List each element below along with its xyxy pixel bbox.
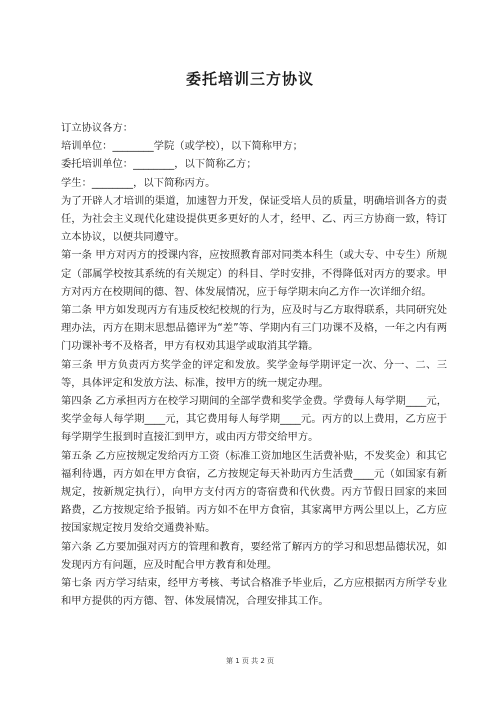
document-body	[61, 119, 447, 610]
document-title: 委托培训三方协议	[185, 70, 314, 88]
preamble-paragraph: 为了开辟人才培训的渠道，加速智力开发，保证受培人员的质量，明确培训各方的责任，为社会主义现代化建设提供更多更好的人才，经甲、乙、丙三方协商一致，特订立本协议，以便共同遵守。	[61, 194, 447, 244]
article-3: 第三条 甲方负责丙方奖学金的评定和发放。奖学金每学期评定一次、分一、二、三等，具体评定和发放方法、标准，按甲方的统一规定办理。	[61, 358, 447, 389]
article-2: 第二条 甲方如发现丙方有违反校纪校规的行为，应及时与乙方取得联系，共同研究处理办法，丙方在期末思想品德评为“差”等、学期内有三门功课不及格，一年之内有两门功课补考不及格者，甲方有权劝其退学或取消其学籍。	[61, 304, 447, 353]
article-4: 第四条 乙方承担丙方在校学习期间的全部学费和奖学金费。学费每人每学期____元，奖学金每人每学期____元，其它费用每人每学期____元。丙方的以上费用，乙方应于每学期学生报到时直接汇到甲方，或由丙方带交给甲方。	[61, 395, 447, 444]
parties-heading: 订立协议各方：	[61, 122, 134, 134]
article-1: 第一条 甲方对丙方的授课内容，应按照教育部对同类本科生（或大专、中专生）所规定（部属学校按其系统的有关规定）的科目、学时安排，不得降低对丙方的要求。甲方对丙方在校期间的德、智、体发展情况，应于每学期末向乙方作一次详细介绍。	[61, 249, 447, 298]
article-6: 第六条 乙方要加强对丙方的管理和教育，要经常了解丙方的学习和思想品德状况，如发现丙方有问题，应及时配合甲方教育和处理。	[61, 540, 447, 571]
article-5: 第五条 乙方应按规定发给丙方工资（标准工资加地区生活费补贴，不发奖金）和其它福利待遇，丙方如在甲方食宿，乙方按规定每天补助丙方生活费____元（如国家有新规定，按新规定执行），向甲方支付丙方的寄宿费和代伙费。丙方节假日回家的来回路费，乙方按规定给予报销。丙方如不在甲方食宿，其家离甲方两公里以上，乙方应按国家规定按月发给交通费补贴。	[61, 449, 447, 535]
party-a-line: 培训单位：________学院（或学校），以下简称甲方；	[61, 140, 303, 153]
party-b-line: 委托培训单位：________，以下简称乙方；	[61, 158, 257, 171]
article-7: 第七条 丙方学习结束，经甲方考核、考试合格准予毕业后，乙方应根据丙方所学专业和甲方提供的丙方德、智、体发展情况，合理安排其工作。	[61, 577, 447, 608]
party-c-line: 学生：________，以下简称丙方。	[61, 176, 216, 189]
page-footer: 第 1 页 共 2 页	[225, 657, 275, 665]
